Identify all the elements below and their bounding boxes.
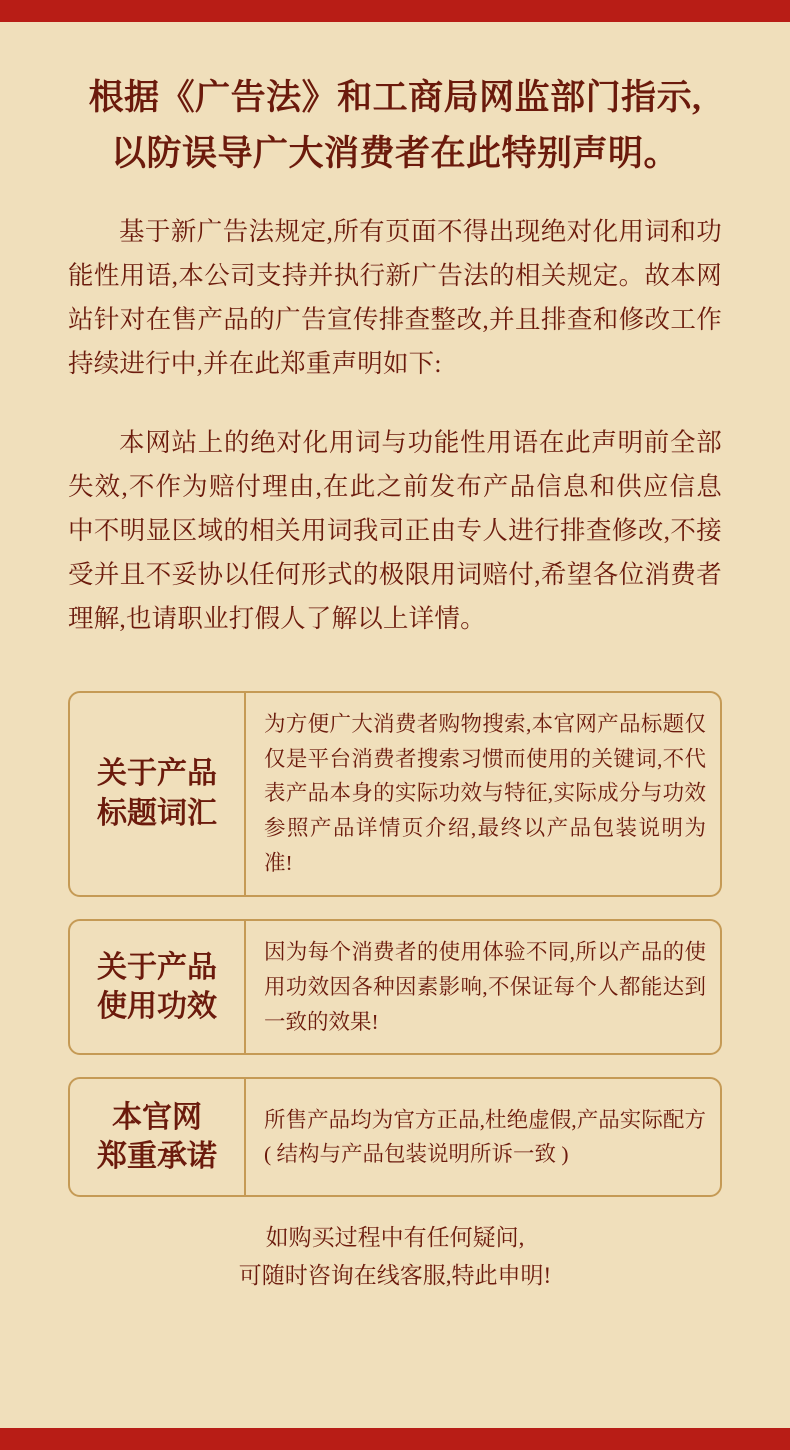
page-title-line-2: 以防误导广大消费者在此特别声明。 bbox=[110, 134, 679, 173]
bottom-accent-bar bbox=[0, 1428, 790, 1450]
footer-note-line-1: 如购买过程中有任何疑问, bbox=[265, 1225, 525, 1251]
statement-paragraph-2: 本网站上的绝对化用词与功能性用语在此声明前全部失效,不作为赔付理由,在此之前发布产品信息和供应信息中不明显区域的相关用词我司正由专人进行排查修改,不接受并且不妥协以任何形式的极限用词赔付,希望各位消费者理解,也请职业打假人了解以上详情。 bbox=[68, 428, 722, 633]
notice-card-title bbox=[70, 921, 246, 1053]
notice-card-title bbox=[70, 1079, 246, 1195]
footer-note bbox=[68, 1219, 722, 1295]
notice-card bbox=[68, 691, 722, 897]
statement-paragraph-1: 基于新广告法规定,所有页面不得出现绝对化用词和功能性用语,本公司支持并执行新广告法的相关规定。故本网站针对在售产品的广告宣传排查整改,并且排查和修改工作持续进行中,并在此郑重声明如下: bbox=[68, 217, 722, 378]
page-title-line-1: 根据《广告法》和工商局网监部门指示, bbox=[88, 78, 702, 117]
notice-card bbox=[68, 919, 722, 1055]
notice-card bbox=[68, 1077, 722, 1197]
footer-note-line-2: 可随时咨询在线客服,特此申明! bbox=[238, 1263, 552, 1289]
notice-card-title bbox=[70, 693, 246, 895]
notice-card-body: 为方便广大消费者购物搜索,本官网产品标题仅仅是平台消费者搜索习惯而使用的关键词,不代表产品本身的实际功效与特征,实际成分与功效参照产品详情页介绍,最终以产品包装说明为准! bbox=[264, 711, 706, 876]
notice-card-title-line-2: 使用功效 bbox=[97, 990, 217, 1024]
notice-card-title-line-2: 郑重承诺 bbox=[97, 1140, 217, 1174]
notice-card-title-line-1: 关于产品 bbox=[97, 950, 217, 984]
notice-card-title-line-1: 本官网 bbox=[112, 1100, 202, 1134]
statement-content bbox=[0, 22, 790, 1428]
notice-card-title-line-2: 标题词汇 bbox=[97, 796, 217, 830]
notice-card-body: 所售产品均为官方正品,杜绝虚假,产品实际配方( 结构与产品包装说明所诉一致 ) bbox=[264, 1107, 706, 1167]
notice-card-title-line-1: 关于产品 bbox=[97, 757, 217, 791]
page-title bbox=[68, 70, 722, 182]
top-accent-bar bbox=[0, 0, 790, 22]
notice-card-list bbox=[68, 691, 722, 1198]
notice-card-body: 因为每个消费者的使用体验不同,所以产品的使用功效因各种因素影响,不保证每个人都能达到一致的效果! bbox=[264, 939, 706, 1034]
